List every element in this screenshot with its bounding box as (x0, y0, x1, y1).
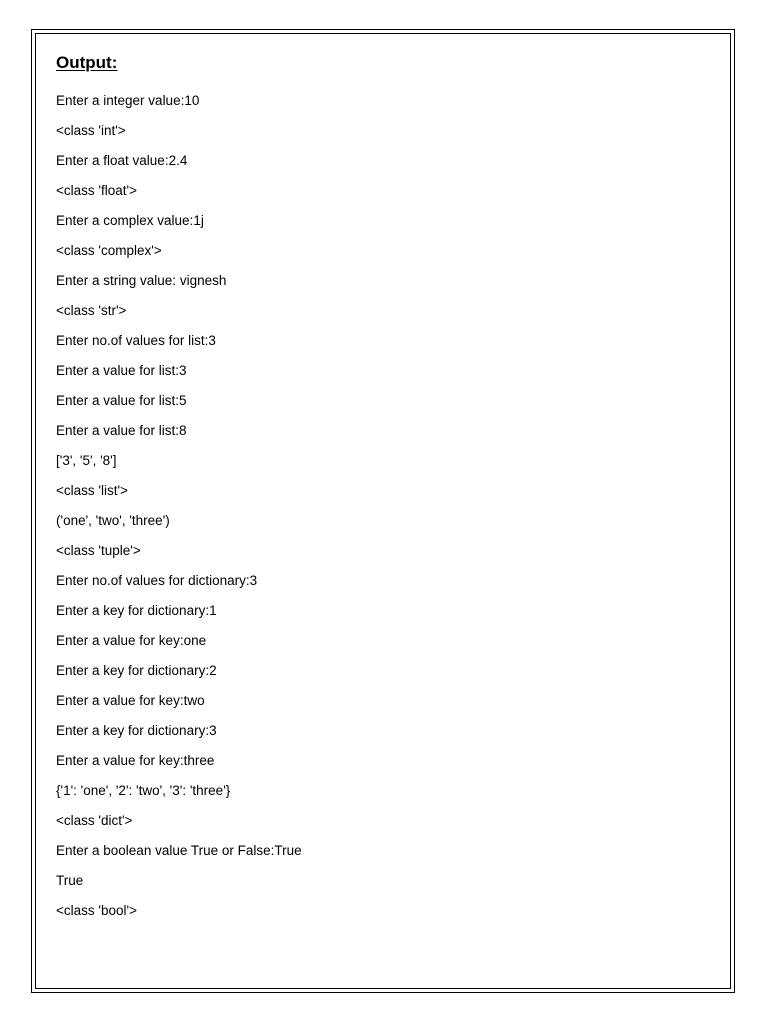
output-line: Enter a value for list:3 (56, 363, 187, 378)
output-line: Enter a value for list:5 (56, 393, 187, 408)
output-line: {'1': 'one', '2': 'two', '3': 'three'} (56, 783, 231, 798)
output-line: <class 'list'> (56, 483, 128, 498)
output-line: Enter a complex value:1j (56, 213, 204, 228)
output-line: True (56, 873, 84, 888)
output-line: Enter no.of values for dictionary:3 (56, 573, 258, 588)
output-line: <class 'float'> (56, 183, 137, 198)
output-line: Enter a value for key:two (56, 693, 205, 708)
output-line: Enter a value for key:one (56, 633, 207, 648)
output-line: ('one', 'two', 'three') (56, 513, 170, 528)
output-line: ['3', '5', '8'] (56, 453, 117, 468)
output-line: <class 'complex'> (56, 243, 162, 258)
output-line: Enter a key for dictionary:1 (56, 603, 217, 618)
output-line: <class 'str'> (56, 303, 127, 318)
output-lines (56, 91, 302, 931)
output-line: Enter a float value:2.4 (56, 153, 188, 168)
output-line: Enter a key for dictionary:2 (56, 663, 217, 678)
output-line: <class 'int'> (56, 123, 126, 138)
output-line: Enter a string value: vignesh (56, 273, 227, 288)
output-line: Enter a value for key:three (56, 753, 215, 768)
output-line: <class 'bool'> (56, 903, 137, 918)
output-line: <class 'dict'> (56, 813, 133, 828)
output-line: Enter a value for list:8 (56, 423, 187, 438)
output-line: Enter no.of values for list:3 (56, 333, 216, 348)
output-line: Enter a integer value:10 (56, 93, 200, 108)
output-heading: Output: (56, 53, 118, 72)
output-line: <class 'tuple'> (56, 543, 141, 558)
output-line: Enter a key for dictionary:3 (56, 723, 217, 738)
output-line: Enter a boolean value True or False:True (56, 843, 302, 858)
